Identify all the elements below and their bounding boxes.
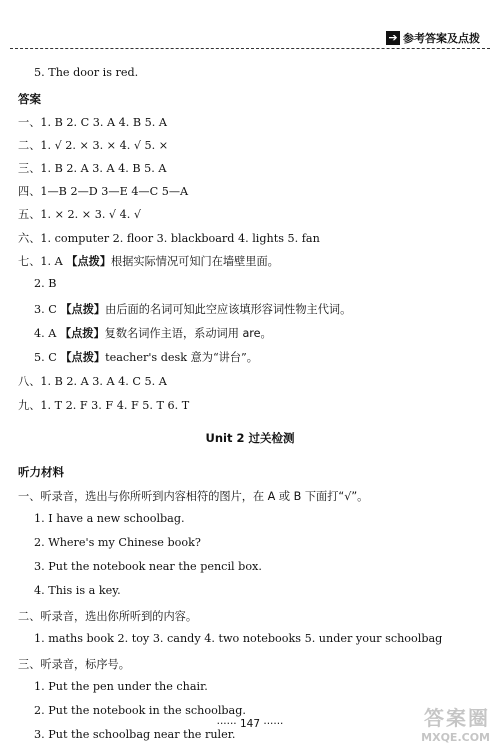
tip-label: 【点拨】 xyxy=(66,255,112,268)
answer-row xyxy=(34,301,351,317)
watermark-logo xyxy=(421,702,490,744)
listening-item: 1. Put the pen under the chair. xyxy=(34,680,208,693)
header-title: 参考答案及点拨 xyxy=(403,32,480,45)
tip-label: 【点拨】 xyxy=(60,351,106,364)
answer-row: 三、1. B 2. A 3. A 4. B 5. A xyxy=(18,162,167,175)
header-divider xyxy=(10,48,490,49)
tip-text: 复数名词作主语，系动词用 are。 xyxy=(104,327,272,340)
arrow-right-icon: ➔ xyxy=(386,31,400,45)
question-heading: 一、听录音，选出与你所听到内容相符的图片，在 A 或 B 下面打“√”。 xyxy=(18,490,369,503)
tip-label: 【点拨】 xyxy=(59,327,105,340)
listening-item: 2. Where's my Chinese book? xyxy=(34,536,201,549)
listening-item: 2. Put the notebook in the schoolbag. xyxy=(34,704,246,717)
answer-row xyxy=(34,325,272,341)
tip-label: 【点拨】 xyxy=(60,303,106,316)
answer-row xyxy=(34,349,258,365)
question-heading: 二、听录音，选出你所听到的内容。 xyxy=(18,610,198,623)
tip-text: 由后面的名词可知此空应该填形容词性物主代词。 xyxy=(105,303,352,316)
listening-item: 3. Put the notebook near the pencil box. xyxy=(34,560,262,573)
page-number: ······ 147 ······ xyxy=(216,718,284,730)
answer-row: 2. B xyxy=(34,277,57,290)
answer-number: 七、1. A xyxy=(18,255,67,268)
answer-row: 一、1. B 2. C 3. A 4. B 5. A xyxy=(18,116,167,129)
listening-item: 1. I have a new schoolbag. xyxy=(34,512,185,525)
unit-title: Unit 2 过关检测 xyxy=(205,431,295,445)
question-heading: 三、听录音，标序号。 xyxy=(18,658,130,671)
answer-number: 5. C xyxy=(34,351,61,364)
answer-row xyxy=(18,253,279,269)
answer-row: 八、1. B 2. A 3. A 4. C 5. A xyxy=(18,375,167,388)
listening-item: 1. maths book 2. toy 3. candy 4. two notebooks 5. under your schoolbag xyxy=(34,632,443,645)
listening-item: 3. Put the schoolbag near the ruler. xyxy=(34,728,236,741)
listening-item: 4. This is a key. xyxy=(34,584,121,597)
section-heading-answers: 答案 xyxy=(18,92,41,106)
text-line: 5. The door is red. xyxy=(34,66,139,79)
tip-text: teacher's desk 意为“讲台”。 xyxy=(105,351,258,364)
answer-number: 4. A xyxy=(34,327,60,340)
answer-row: 九、1. T 2. F 3. F 4. F 5. T 6. T xyxy=(18,399,190,412)
section-heading-listening: 听力材料 xyxy=(18,465,64,479)
page-header xyxy=(386,30,480,46)
answer-row: 五、1. × 2. × 3. √ 4. √ xyxy=(18,208,141,221)
watermark-url: MXQE.COM xyxy=(421,731,490,744)
answer-row: 四、1—B 2—D 3—E 4—C 5—A xyxy=(18,185,189,198)
answer-number: 3. C xyxy=(34,303,61,316)
tip-text: 根据实际情况可知门在墙壁里面。 xyxy=(111,255,279,268)
answer-row: 六、1. computer 2. floor 3. blackboard 4. lights 5. fan xyxy=(18,232,320,245)
watermark-text: 答案圈 xyxy=(424,706,490,730)
answer-row: 二、1. √ 2. × 3. × 4. √ 5. × xyxy=(18,139,169,152)
